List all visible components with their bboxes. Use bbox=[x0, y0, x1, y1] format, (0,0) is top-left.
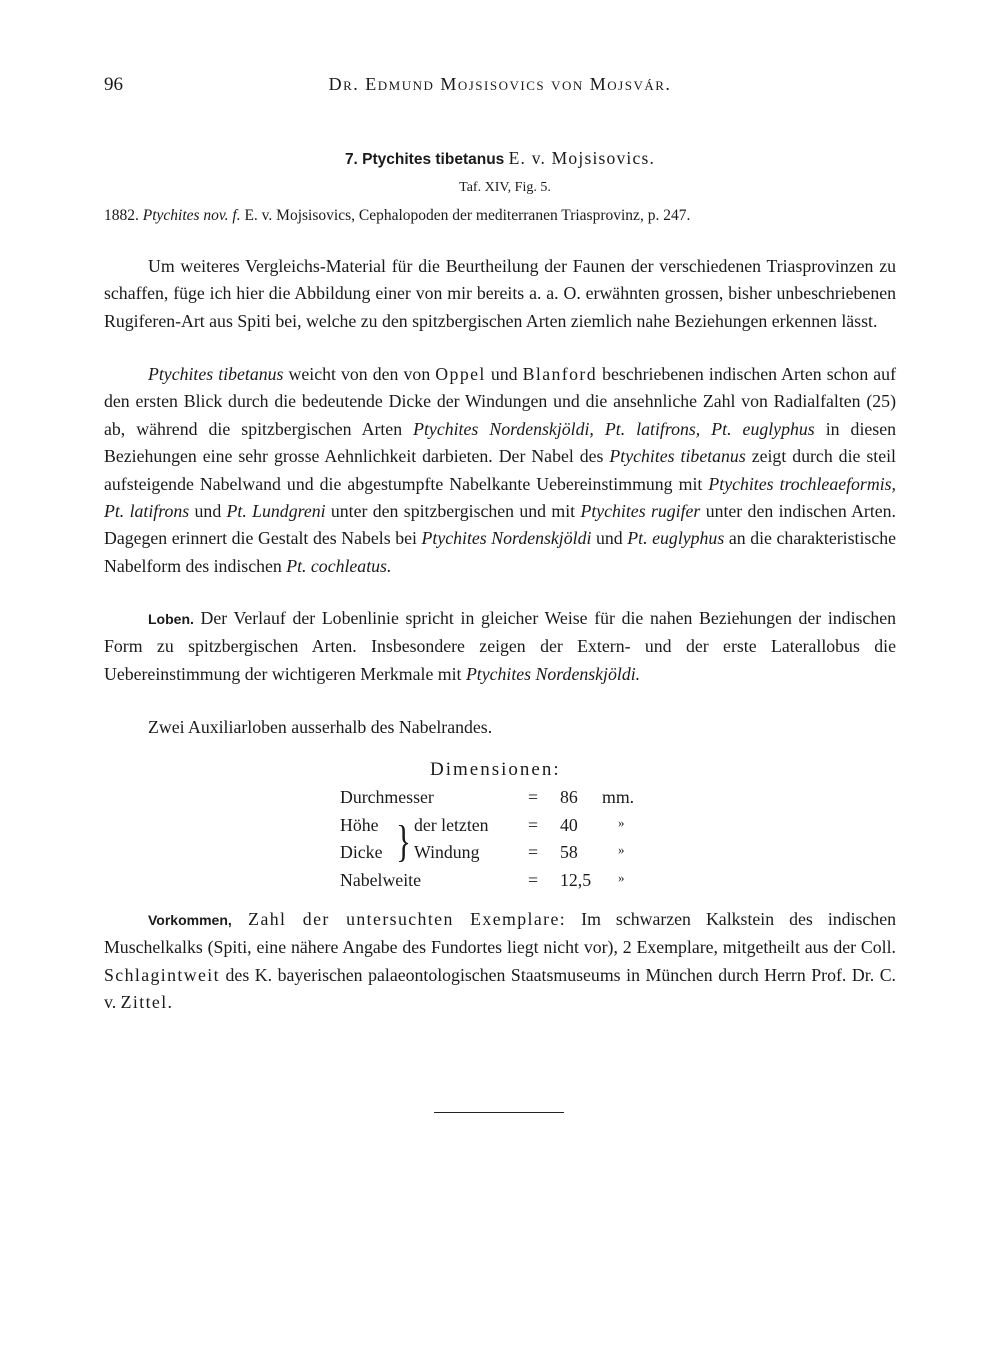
species-author: E. v. Mojsisovics. bbox=[508, 148, 656, 168]
dimension-value: 58 bbox=[560, 842, 578, 862]
text-run: unter den indischen Arten. Dagegen erinnert die Gestalt des Nabels bei bbox=[104, 501, 896, 549]
taxon-name: Ptychites tibetanus bbox=[148, 364, 284, 384]
text-run: Im schwarzen Kalkstein des indischen Muschelkalks (Spiti, eine nähere Angabe des Fundortes liegt nicht vor), 2 Exemplare, mitgetheilt aus der Coll. bbox=[104, 909, 896, 958]
collector-name: Schlagintweit bbox=[104, 964, 220, 985]
page-number: 96 bbox=[104, 74, 123, 95]
taxon-name: Ptychites Nordenskjöldi, Pt. latifrons, Pt. euglyphus bbox=[413, 418, 815, 439]
taxon-name: Pt. euglyphus bbox=[627, 528, 725, 549]
text-run: des K. bayerischen palaeontologischen Staatsmuseums in München durch Herrn Prof. Dr. C. v. bbox=[104, 964, 896, 1013]
species-name: 7. Ptychites tibetanus bbox=[344, 151, 505, 168]
dimension-value: 86 bbox=[560, 787, 578, 807]
text-run: in diesen Beziehungen eine sehr grosse Aehnlichkeit darbieten. Der Nabel des bbox=[104, 418, 896, 467]
dimension-label: Höhe bbox=[340, 814, 379, 835]
taxon-name: Ptychites Nordenskjöldi. bbox=[465, 663, 641, 684]
synonymy-year: 1882. bbox=[104, 207, 139, 224]
plate-reference: Taf. XIV, Fig. 5. bbox=[459, 180, 551, 195]
dimension-unit: mm. bbox=[602, 787, 635, 807]
dimension-label: Dicke bbox=[340, 842, 383, 862]
section-label: Vorkommen, bbox=[148, 912, 232, 928]
paragraph-intro: Um weiteres Vergleichs-Material für die Beurtheilung der Faunen der verschiedenen Triasprovinzen zu schaffen, füge ich hier die Abbildung einer von mir bereits a. a. O. erwähnten grossen, bisher unbeschriebenen Rugiferen-Art aus Spiti bei, welche zu den spitzbergischen Arten ziemlich nahe Beziehungen erkennen lässt. bbox=[104, 256, 896, 331]
taxon-name: Pt. Lundgreni bbox=[226, 501, 326, 522]
text-run: und bbox=[591, 528, 628, 549]
text-run: und bbox=[189, 501, 227, 522]
author-name: Oppel bbox=[435, 364, 486, 384]
running-head: Dr. Edmund Mojsisovics von Mojsvár. bbox=[328, 74, 672, 94]
equals-sign: = bbox=[528, 869, 539, 890]
page-header bbox=[104, 74, 896, 100]
synonymy-taxon: Ptychites nov. f. bbox=[142, 207, 241, 224]
dimension-label: Nabelweite bbox=[340, 869, 421, 890]
species-heading bbox=[0, 148, 1000, 169]
equals-sign: = bbox=[528, 814, 539, 835]
ditto-mark: » bbox=[618, 842, 625, 857]
person-name: Zittel. bbox=[120, 992, 174, 1013]
dimension-value: 40 bbox=[560, 814, 578, 835]
auxiliary-lobes-note: Zwei Auxiliarloben ausserhalb des Nabelrandes. bbox=[148, 717, 493, 737]
taxon-name: Ptychites Nordenskjöldi bbox=[421, 528, 592, 549]
dimension-row bbox=[340, 815, 660, 843]
text-run: beschriebenen indischen Arten schon auf den ersten Blick durch die bedeutende Dicke der Windungen und die ansehnliche Zahl von Radialfalten (25) ab, während die spitzbergischen Arten bbox=[104, 364, 896, 439]
taxon-name: Ptychites trochleaeformis, Pt. latifrons bbox=[104, 473, 896, 522]
dimension-row bbox=[340, 787, 660, 815]
text-run: an die charakteristische Nabelform des indischen bbox=[104, 528, 897, 576]
ditto-mark: » bbox=[618, 814, 625, 830]
paragraph-loben bbox=[104, 605, 896, 688]
section-label-continued: Zahl der untersuchten Exemplare: bbox=[231, 909, 567, 929]
dimension-value: 12,5 bbox=[560, 869, 592, 890]
text-run: und bbox=[485, 364, 523, 384]
taxon-name: Pt. cochleatus. bbox=[286, 555, 392, 576]
dimension-row bbox=[340, 842, 660, 870]
curly-brace-icon: } bbox=[396, 817, 411, 866]
text-run: weicht von den von bbox=[283, 364, 436, 384]
taxon-name: Ptychites tibetanus bbox=[609, 446, 746, 467]
synonymy-citation: E. v. Mojsisovics, Cephalopoden der mediterranen Triasprovinz, p. 247. bbox=[244, 207, 691, 224]
equals-sign: = bbox=[528, 842, 539, 862]
dimension-row bbox=[340, 870, 660, 898]
dimension-qualifier: Windung bbox=[414, 842, 480, 862]
author-name: Blanford bbox=[522, 364, 598, 384]
dimension-qualifier: der letzten bbox=[414, 814, 489, 835]
section-label: Loben. bbox=[148, 611, 194, 627]
ditto-mark: » bbox=[618, 869, 625, 885]
dimensions-title: Dimensionen: bbox=[430, 759, 561, 780]
paragraph-comparison bbox=[104, 361, 896, 580]
taxon-name: Ptychites rugifer bbox=[580, 501, 701, 522]
text-run: zeigt durch die steil aufsteigende Nabelwand und die abgestumpfte Nabelkante Uebereinstimmung mit bbox=[104, 446, 896, 494]
dimension-label: Durchmesser bbox=[340, 787, 434, 807]
dimensions-table bbox=[340, 787, 660, 897]
text-run: unter den spitzbergischen und mit bbox=[325, 501, 581, 522]
equals-sign: = bbox=[528, 787, 539, 807]
text-run: Der Verlauf der Lobenlinie spricht in gleicher Weise für die nahen Beziehungen der indischen Form zu spitzbergischen Arten. Insbesondere zeigen der Extern- und der erste Laterallobus die Uebereinstimmung der wichtigeren Merkmale mit bbox=[104, 608, 896, 684]
synonymy-line bbox=[104, 207, 892, 225]
paragraph-occurrence bbox=[104, 906, 896, 1017]
end-rule bbox=[434, 1112, 564, 1113]
